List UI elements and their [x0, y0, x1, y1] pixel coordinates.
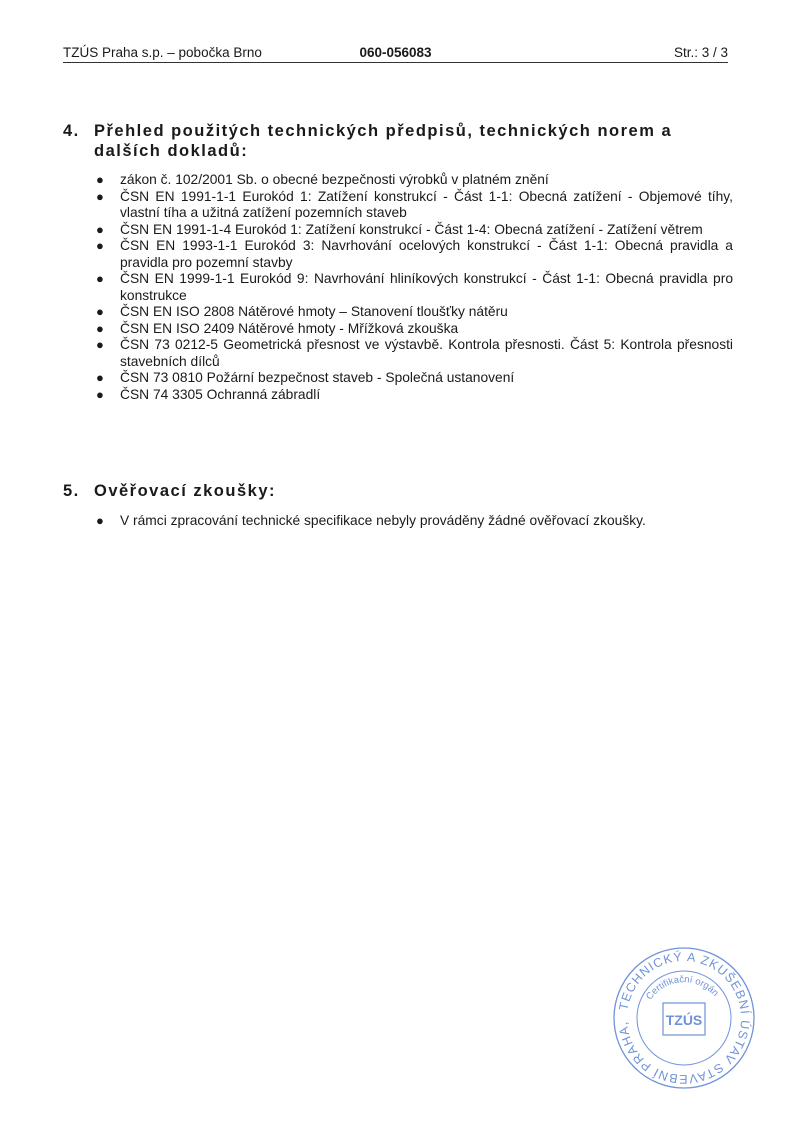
bullet-icon: ●: [96, 370, 104, 385]
bullet-icon: ●: [96, 337, 104, 352]
standards-list: [63, 172, 733, 403]
list-item: [91, 337, 733, 370]
list-item: [91, 172, 733, 189]
list-item-text: ČSN 73 0810 Požární bezpečnost staveb - Společná ustanovení: [120, 370, 515, 385]
list-item: [91, 387, 733, 404]
bullet-icon: ●: [96, 386, 104, 402]
bullet-icon: ●: [96, 188, 104, 204]
bullet-icon: ●: [96, 238, 104, 253]
section-verification-tests: [63, 481, 733, 530]
section-title: Přehled použitých technických předpisů, technických norem a dalších dokladů:: [94, 122, 673, 160]
section-title: Ověřovací zkoušky:: [94, 482, 276, 500]
section-heading: [63, 481, 733, 501]
verification-list: [63, 513, 733, 530]
stamp-seal-icon: [611, 945, 757, 1091]
page-header: [63, 45, 728, 63]
section-standards: [63, 121, 733, 403]
section-heading: [63, 121, 733, 161]
document-number: 060-056083: [359, 45, 432, 60]
list-item: [91, 513, 733, 530]
section-number: 5.: [63, 482, 80, 500]
list-item: [91, 222, 733, 239]
list-item-text: ČSN EN ISO 2808 Nátěrové hmoty – Stanovení tloušťky nátěru: [120, 304, 508, 319]
stamp-inner-text: Certifikační orgán: [644, 974, 721, 1003]
stamp-logo: TZÚS: [665, 1012, 703, 1028]
list-item-text: ČSN 74 3305 Ochranná zábradlí: [120, 386, 321, 402]
list-item: [91, 304, 733, 321]
list-item-text: ČSN EN ISO 2409 Nátěrové hmoty - Mřížková zkouška: [120, 320, 459, 336]
section-number: 4.: [63, 122, 80, 140]
list-item-text: V rámci zpracování technické specifikace nebyly prováděny žádné ověřovací zkoušky.: [120, 513, 646, 528]
list-item: [91, 370, 733, 387]
list-item-text: ČSN EN 1991-1-4 Eurokód 1: Zatížení konstrukcí - Část 1-4: Obecná zatížení - Zatížení větrem: [120, 221, 703, 237]
list-item: [91, 271, 733, 304]
bullet-icon: ●: [96, 304, 104, 319]
bullet-icon: ●: [96, 271, 104, 286]
list-item-text: ČSN EN 1991-1-1 Eurokód 1: Zatížení konstrukcí - Část 1-1: Obecná zatížení - Objemové tíhy, vlastní tíha a užitná zatížení pozemních staveb: [120, 188, 733, 220]
stamp-outer-text: TECHNICKÝ A ZKUŠEBNÍ ÚSTAV STAVEBNÍ PRAHA,: [616, 949, 753, 1087]
list-item: [91, 189, 733, 222]
list-item: [91, 321, 733, 338]
list-item-text: ČSN EN 1999-1-1 Eurokód 9: Navrhování hliníkových konstrukcí - Část 1-1: Obecná pravidla pro konstrukce: [120, 271, 733, 303]
bullet-icon: ●: [96, 221, 104, 237]
list-item-text: zákon č. 102/2001 Sb. o obecné bezpečnosti výrobků v platném znění: [120, 172, 549, 187]
list-item-text: ČSN 73 0212-5 Geometrická přesnost ve výstavbě. Kontrola přesnosti. Část 5: Kontrola přesnosti stavebních dílců: [120, 337, 733, 369]
certification-stamp: [611, 945, 757, 1091]
bullet-icon: ●: [96, 320, 104, 336]
list-item-text: ČSN EN 1993-1-1 Eurokód 3: Navrhování ocelových konstrukcí - Část 1-1: Obecná pravidla a pravidla pro pozemní stavby: [120, 238, 733, 270]
page-number: Str.: 3 / 3: [673, 45, 729, 60]
bullet-icon: ●: [96, 172, 104, 187]
bullet-icon: ●: [96, 513, 104, 528]
company-name: TZÚS Praha s.p. – pobočka Brno: [63, 45, 262, 60]
list-item: [91, 238, 733, 271]
